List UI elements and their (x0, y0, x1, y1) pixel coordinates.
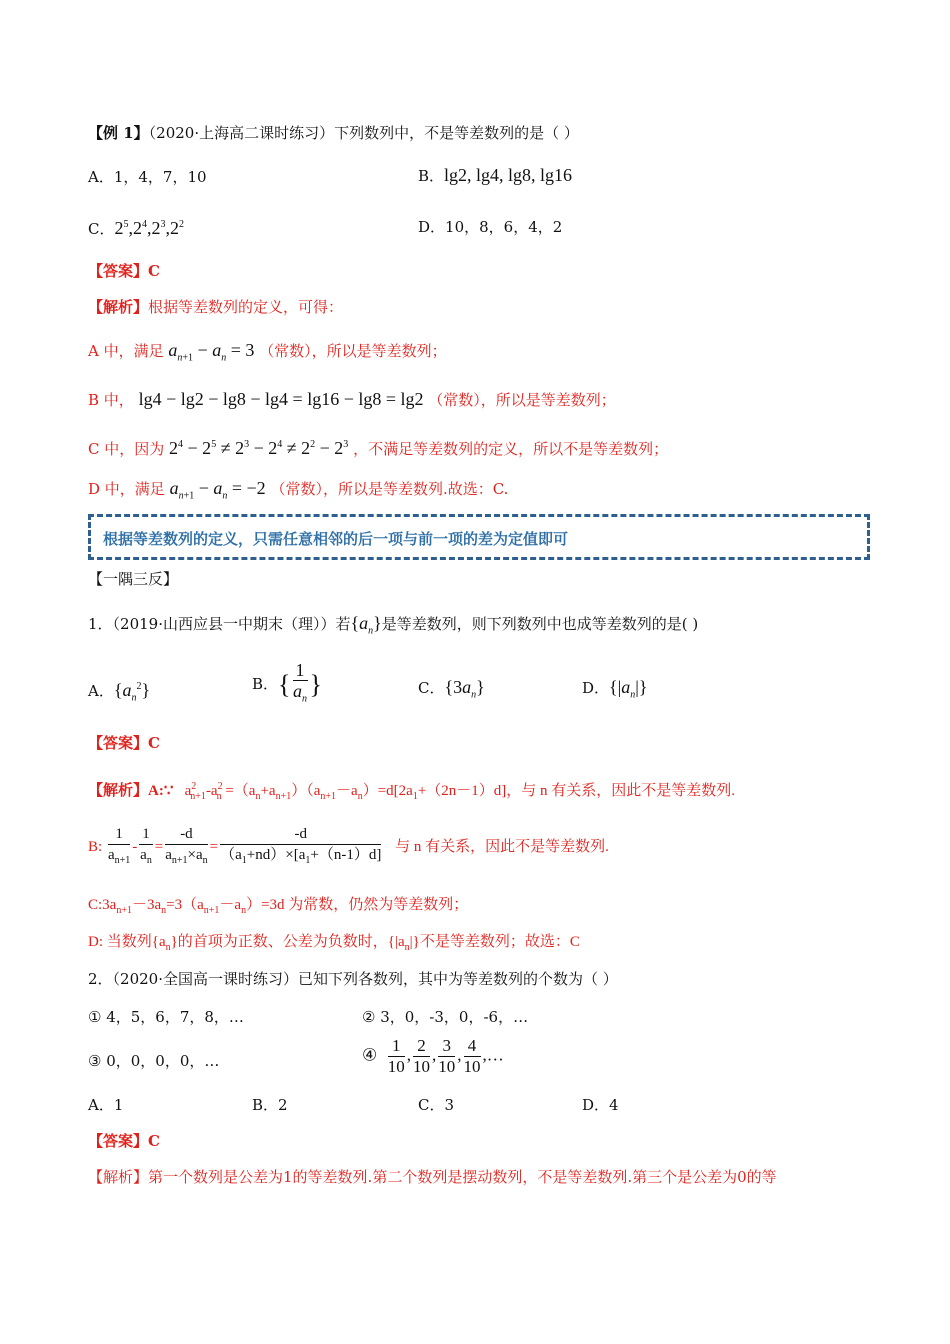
fraction: $\frac{1}{a_{n+1}}$ (107, 826, 131, 867)
example1-option-b (418, 164, 572, 187)
line-a-math: $a_{n+1} - a_n = 3$ (168, 340, 255, 364)
analysis-b-tail: 与 n 有关系，因此不是等差数列. (395, 839, 609, 855)
option-a-math: $\{a_n^2\}$ (113, 680, 151, 704)
analysis-a-body: $a^2_{n+1}-a^2_n =(a_n+a_{n+1})(a_{n+1}-a_n)=d[2a_1+(2n-1)d]$，与 n 有关系，因此不是等差数列. (177, 781, 736, 802)
option-d-math: $\{|a_n|\}$ (609, 677, 648, 701)
q1-stem (88, 612, 698, 643)
example1-line-c (88, 434, 668, 460)
option-label: C． (418, 679, 445, 697)
option-b-math: { $\frac{1}{a_n}$ } (278, 660, 322, 705)
option-label: D． (582, 679, 610, 697)
option-label: B． (418, 167, 445, 185)
q2-item-4: ④ $\frac{1}{10}$ , $\frac{2}{10}$ , $\frac{3}{10}$ , $\frac{4}{10}$ ,… (362, 1036, 504, 1076)
example1-line-d (88, 477, 508, 508)
fraction: $\frac{2}{10}$ (413, 1036, 430, 1076)
example1-option-a: A．1，4，7，10 (88, 168, 207, 186)
line-prefix: A 中，满足 (88, 342, 164, 360)
q2-item-2: ② 3，0，-3，0，-6，… (362, 1008, 529, 1026)
line-d-math: $a_{n+1} - a_n = -2$ (169, 478, 266, 502)
option-label: A． (88, 682, 114, 700)
q1-analysis-a (88, 776, 735, 808)
example1-line-b (88, 388, 616, 411)
line-c-math: $2^4 - 2^5 \ne 2^3 - 2^4 \ne 2^2 - 2^3$ (169, 438, 349, 458)
q1-analysis-c: $C:3a_{n+1}-3a_n=3(a_{n+1}-a_n)=3d$ 为常数，仍然为等差数列； (88, 897, 469, 916)
stem-math: $\{a_n\}$ (350, 613, 382, 637)
q1-option-c (418, 676, 485, 707)
option-c-math: $\{3a_n\}$ (444, 677, 485, 701)
line-suffix: ，不满足等差数列的定义，所以不是等差数列； (353, 440, 669, 458)
example1-line-a (88, 339, 447, 370)
line-suffix: （常数），所以是等差数列.故选：C. (270, 480, 509, 498)
example1-title (88, 122, 579, 144)
q2-option-d: D．4 (582, 1096, 619, 1114)
option-c-math: $2^5,2^4,2^3,2^2$ (114, 218, 184, 238)
fraction: $\frac{-d}{a_{n+1}\times a_n}$ (165, 826, 208, 867)
q2-stem: 2．（2020·全国高一课时练习）已知下列各数列，其中为等差数列的个数为（ ） (88, 970, 618, 988)
q2-option-c: C．3 (418, 1096, 455, 1114)
fraction: $\frac{1}{a_n}$ (140, 826, 152, 867)
q2-analysis: 【解析】第一个数列是公差为1的等差数列.第二个数列是摆动数列，不是等差数列.第三个是公差为0的等 (88, 1168, 777, 1186)
example1-option-c (88, 214, 184, 240)
line-prefix: B 中， (88, 391, 134, 409)
line-suffix: （常数），所以是等差数列； (259, 342, 447, 360)
example-stem: （2020·上海高二课时练习）下列数列中，不是等差数列的是（ ） (148, 124, 579, 142)
tip-text: 根据等差数列的定义，只需任意相邻的后一项与前一项的差为定值即可 (103, 530, 569, 548)
q1-analysis-b: B: $\frac{1}{a_{n+1}}$ - $\frac{1}{a_n}$ = $\frac{-d}{a_{n+1}\times a_n}$ = $\frac{-d}{(a_1+nd)\times[a_1+(n-1)d]}$ 与 n 有关系，因此不是等差数列. (88, 822, 609, 872)
line-b-math: lg4 − lg2 − lg8 − lg4 = lg16 − lg8 = lg2 (138, 389, 424, 409)
q2-option-a: A．1 (88, 1096, 124, 1114)
line-prefix: D 中，满足 (88, 480, 165, 498)
item-label: ④ (362, 1045, 378, 1065)
fraction: $\frac{1}{10}$ (387, 1036, 405, 1076)
fraction: $\frac{3}{10}$ (438, 1036, 456, 1076)
stem-suffix: 是等差数列，则下列数列中也成等差数列的是( ) (381, 615, 699, 633)
fraction: $\frac{4}{10}$ (463, 1036, 481, 1076)
line-suffix: （常数），所以是等差数列； (428, 391, 616, 409)
example1-analysis: 【解析】根据等差数列的定义，可得： (88, 298, 344, 316)
fraction: $\frac{-d}{(a_1+nd)\times[a_1+(n-1)d]}$ (220, 826, 382, 867)
option-b-math: lg2, lg4, lg8, lg16 (444, 165, 573, 185)
q2-item-1: ① 4，5，6，7，8，… (88, 1008, 244, 1026)
q1-option-b (252, 660, 322, 710)
stem-prefix: 1．（2019·山西应县一中期末（理））若 (88, 615, 351, 633)
example1-answer: 【答案】C (88, 262, 160, 280)
q1-answer: 【答案】C (88, 734, 160, 752)
option-label: C． (88, 220, 115, 238)
analysis-head: 【解析】A:∵ (88, 783, 174, 799)
option-label: B． (252, 674, 279, 693)
analysis-head: B: (88, 839, 103, 855)
q2-answer: 【答案】C (88, 1132, 160, 1150)
q1-analysis-d: D: 当数列$\{a_n\}$的首项为正数、公差为负数时，$\{|a_n|\}$不是等差数列；故选：C (88, 934, 580, 953)
q2-item-3: ③ 0，0，0，0，… (88, 1052, 220, 1070)
q2-option-b: B．2 (252, 1096, 288, 1114)
example1-option-d: D．10，8，6，4，2 (418, 218, 563, 236)
q1-option-d (582, 676, 648, 707)
example-tag: 【例 1】 (88, 124, 149, 142)
tip-callout (88, 514, 870, 560)
q1-option-a (88, 676, 150, 710)
line-prefix: C 中，因为 (88, 440, 165, 458)
section-title: 【一隅三反】 (88, 570, 179, 588)
